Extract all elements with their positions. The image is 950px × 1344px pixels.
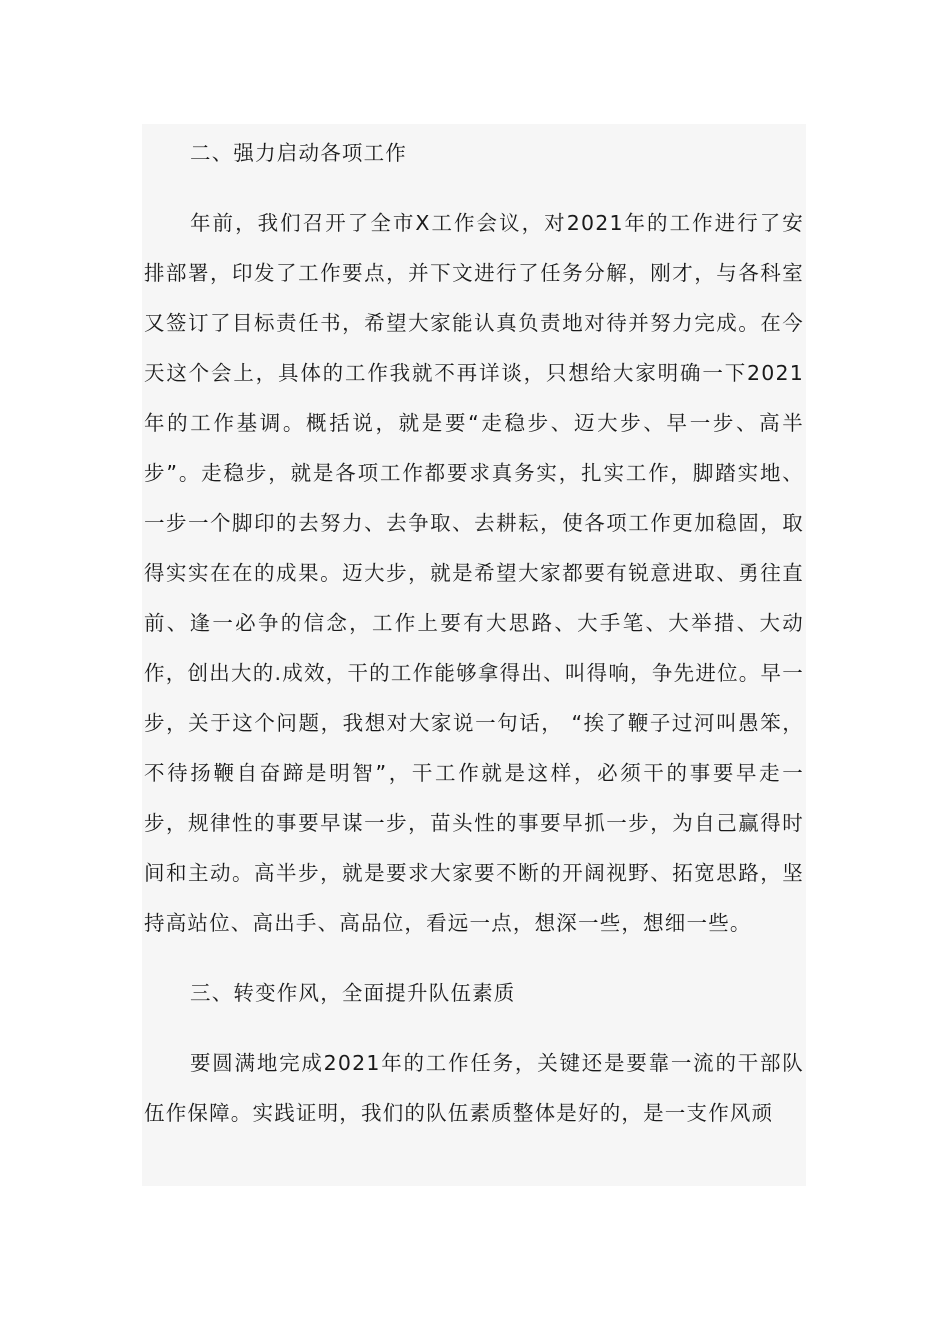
- section-heading-3: 三、转变作风，全面提升队伍素质: [190, 981, 516, 1005]
- section-heading-2: 二、强力启动各项工作: [190, 141, 407, 165]
- document-body: [144, 124, 804, 1138]
- section-paragraph-3: 要圆满地完成2021年的工作任务，关键还是要靠一流的干部队伍作保障。实践证明，我们的队伍素质整体是好的，是一支作风顽: [144, 1051, 804, 1125]
- section-paragraph-2: 年前，我们召开了全市X工作会议，对2021年的工作进行了安排部署，印发了工作要点，并下文进行了任务分解，刚才，与各科室又签订了目标责任书，希望大家能认真负责地对待并努力完成。在今天这个会上，具体的工作我就不再详谈，只想给大家明确一下2021年的工作基调。概括说，就是要“走稳步、迈大步、早一步、高半步”。走稳步，就是各项工作都要求真务实，扎实工作，脚踏实地、一步一个脚印的去努力、去争取、去耕耘，使各项工作更加稳固，取得实实在在的成果。迈大步，就是希望大家都要有锐意进取、勇往直前、逢一必争的信念，工作上要有大思路、大手笔、大举措、大动作，创出大的.成效，干的工作能够拿得出、叫得响，争先进位。早一步，关于这个问题，我想对大家说一句话， “挨了鞭子过河叫愚笨，不待扬鞭自奋蹄是明智”，干工作就是这样，必须干的事要早走一步，规律性的事要早谋一步，苗头性的事要早抓一步，为自己赢得时间和主动。高半步，就是要求大家要不断的开阔视野、拓宽思路，坚持高站位、高出手、高品位，看远一点，想深一些，想细一些。: [144, 211, 804, 935]
- document-page: [142, 124, 806, 1186]
